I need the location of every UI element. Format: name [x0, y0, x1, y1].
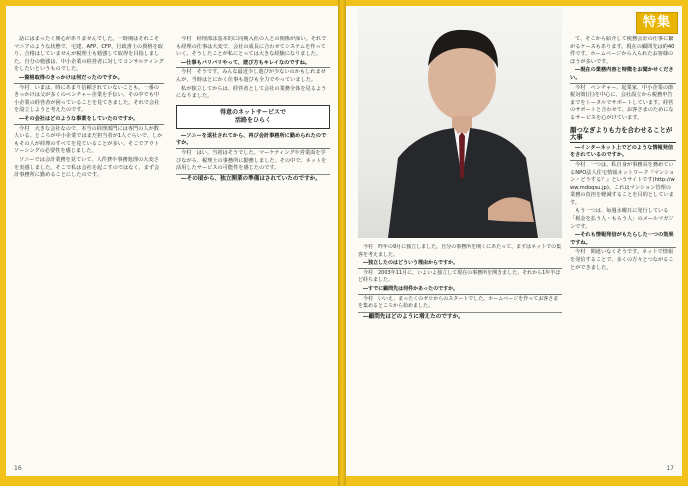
left-column-2 [176, 36, 330, 468]
body-paragraph: 今村 昨年の9月に独立しました。自分の事務所を開くにあたって、まずはネットでの集客を考えました。 [358, 244, 562, 258]
left-page [6, 6, 338, 476]
body-paragraph: 今村 はい。当初はそうでした。マーケティングや営業面を学びながら、税理士の事務所に勤務しました。その中で、ネットを活用したサービスの可能性を感じたのです。 [176, 149, 327, 172]
body-paragraph: 今村 大きな会社なので、本当の経理部門には専門の人が数人いる。ところが中小企業ではまだ担当者が1人ぐらいで、しかもその人が経理のすべてを見ていることが多い。そこでアウトソーシングの必要性を感じました。 [14, 125, 163, 155]
question-heading: ―インターネット上でどのような情報発信をされているのですか。 [570, 145, 676, 161]
lead-question: ―その頃から、独立開業の準備はされていたのですか。 [176, 174, 330, 184]
section-heading-box: 得意のネットサービスで 活路をひらく [176, 105, 330, 129]
page-gutter [338, 0, 346, 486]
question-heading: ―すでに顧問先は何件かあったのですか。 [358, 286, 562, 295]
body-paragraph: 今村 ベンチャー、起業家、中小企業の節税対策(注)を中心に、会社設立から税務申告までをトータルでサポートしています。経営のサポートと合わせて、お客さまのためになるサービスを心がけています。 [570, 84, 674, 121]
left-column-1 [14, 36, 164, 468]
body-paragraph: 今村 そうです。みんな最近少し遊びが少ないのかもしれませんが、当時はとにかく仕事も遊びも全力でやっていました。 [176, 69, 326, 83]
right-page [346, 6, 682, 476]
body-paragraph: 今村 いまは、時にあまり信頼されていないことも。一番のきっかけは父が多くのベンチャー企業を手伝い、その中でも中小企業の経営者が困っていることを見てきました。それで会社を設立しようと考えたのです。 [14, 84, 160, 114]
body-paragraph: 私が独立してからは、経営者として会社の業務全体を見るようになりました。 [176, 85, 327, 100]
feature-tag: 特集 [636, 12, 678, 34]
question-heading: ―その会社はどのような事業をしていたのですか。 [14, 116, 164, 125]
question-heading: ―資格取得のきっかけは何だったのですか。 [14, 75, 164, 84]
body-paragraph: ソニーでは会計業務を見ていて、人件費や事務処理の大変さを実感しました。そこで私は会社を起こすのではなく、まず会計事務所に勤めることにしたのです。 [14, 156, 160, 179]
photo-side-column [358, 244, 562, 468]
body-paragraph: もう一つは、毎週水曜日に発行している「税金を払う人・もらう人」のメールマガジンです。 [570, 208, 674, 230]
question-heading: ―それも情報発信がもたらした一つの効果ですね。 [570, 232, 676, 248]
body-paragraph: 今村 2003年11月に、いよいよ独立して現在の事務所を開きました。それから1年半ほど経ちました。 [358, 269, 561, 284]
interview-photo [358, 8, 562, 238]
body-paragraph: 話にはまったく関心がありませんでした。一時期はそれこそマニアのような状態で、宅建、AFP、CFP、行政書士の資格を取り、合格はしていませんが税理士も勉強して取得を目指しました。自分の勉強は、中小企業の経営者に対してコンサルティングをしたいというものでした。 [14, 36, 164, 73]
body-paragraph: て、そこから紹介して税務会計の仕事に繋がるケースもあります。現在の顧問先は約40件です。ホームページから入られたお客様のほうが多いです。 [570, 36, 675, 65]
body-paragraph: 今村 間違いなくそうです。ネットで情報を発信することで、多くの方々とつながることができました。 [570, 249, 674, 271]
question-heading: ―仕事もバリバリやって、遊び方もキレイなのですね。 [176, 60, 330, 69]
body-paragraph: 今村 一つは、私自身が事務長を務めているNPO法人住宅情報ネットワーク『マンション・どうする？』というサイトです(http://www.mdoqsu.jp)。これはマンション管理の業務の負担を軽減することを目的としています。 [570, 161, 675, 206]
section-heading: 顔つなぎよりも力を合わせることが大事 [570, 127, 676, 143]
question-heading: ―現在の業務内容と特徴をお聞かせください。 [570, 67, 676, 83]
lead-question: ―顧問先はどのように増えたのですか。 [358, 312, 562, 322]
page-number-right: 17 [666, 465, 674, 472]
page-number-left: 16 [14, 465, 22, 472]
portrait-illustration [358, 8, 562, 238]
question-heading: ―独立したのはどういう理由からですか。 [358, 260, 562, 269]
question-heading: ―ソニーを退社されてから、再び会計事務所に勤められたのですか。 [176, 133, 330, 149]
body-paragraph: 今村 いいえ、まったくのゼロからのスタートでした。ホームページを作ってお客さまを集めるところから始めました。 [358, 295, 559, 310]
right-column [570, 36, 676, 468]
body-paragraph: 今村 経理部は基本的に同期入社の人との関係が深い。それでも経理の仕事は大変で、会社の成長に合わせてシステムを作っていく。そうしたことが私にとっては大きな経験になりました。 [176, 36, 327, 58]
